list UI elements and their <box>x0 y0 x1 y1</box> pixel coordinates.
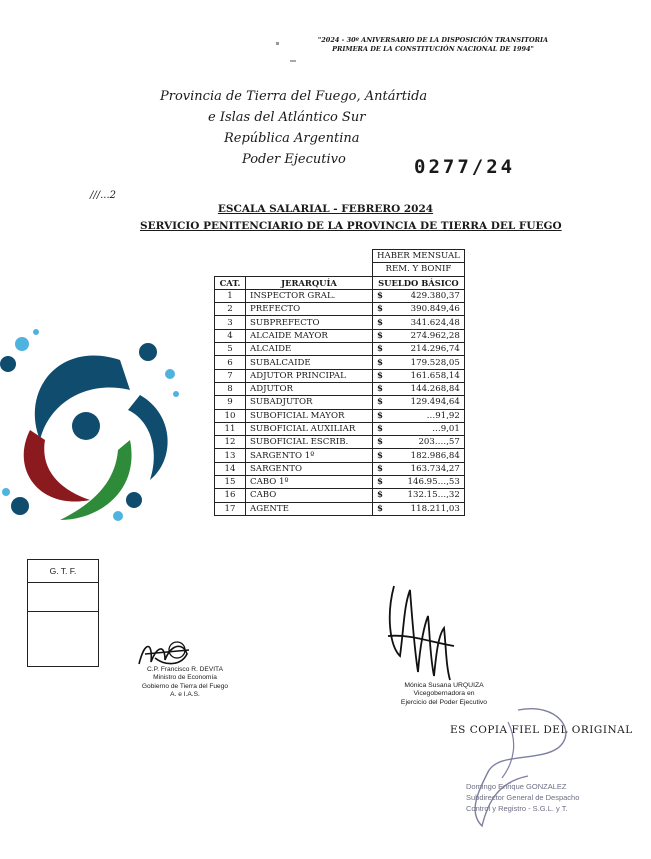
cell-jerarquia: ADJUTOR <box>246 382 373 395</box>
cell-sueldo: 146.95…,53 <box>388 476 464 489</box>
cell-currency: $ <box>373 303 389 316</box>
salary-table-body <box>215 289 465 515</box>
cell-cat: 14 <box>215 462 246 475</box>
letterhead-republic: República Argentina <box>224 131 360 146</box>
cell-jerarquia: SUBOFICIAL AUXILIAR <box>246 422 373 435</box>
header-rem-bonif: REM. Y BONIF <box>373 263 465 276</box>
cell-currency: $ <box>373 409 389 422</box>
gtf-box <box>27 559 99 667</box>
table-row <box>215 369 465 382</box>
table-header-row-1 <box>215 250 465 263</box>
table-row <box>215 436 465 449</box>
signer-role: Vicegobernadora en <box>413 690 475 698</box>
logo-dot <box>113 511 123 521</box>
cell-jerarquia: SARGENTO 1º <box>246 449 373 462</box>
cell-jerarquia: SUBPREFECTO <box>246 316 373 329</box>
cell-jerarquia: ADJUTOR PRINCIPAL <box>246 369 373 382</box>
cell-jerarquia: CABO 1º <box>246 476 373 489</box>
cell-sueldo: 161.658,14 <box>388 369 464 382</box>
certifier-role: Control y Registro - S.G.L. y T. <box>466 804 568 813</box>
logo-dot <box>173 391 179 397</box>
anniversary-motto <box>303 36 563 54</box>
cell-currency: $ <box>373 436 389 449</box>
cell-currency: $ <box>373 356 389 369</box>
signer-name: Mónica Susana URQUIZA <box>404 682 484 689</box>
column-header-jerarquia: JERARQUÍA <box>246 276 373 289</box>
table-row <box>215 356 465 369</box>
cell-sueldo: …91,92 <box>388 409 464 422</box>
document-subtitle: SERVICIO PENITENCIARIO DE LA PROVINCIA DE TIERRA DEL FUEGO <box>140 220 562 232</box>
cell-jerarquia: SUBOFICIAL MAYOR <box>246 409 373 422</box>
motto-line-1: "2024 - 30º ANIVERSARIO DE LA DISPOSICIÓN TRANSITORIA <box>317 36 549 44</box>
document-title: ESCALA SALARIAL - FEBRERO 2024 <box>217 203 434 215</box>
cell-sueldo: 182.986,84 <box>388 449 464 462</box>
tierra-del-fuego-logo-watermark <box>0 320 200 540</box>
cell-jerarquia: CABO <box>246 489 373 502</box>
table-row <box>215 329 465 342</box>
cell-currency: $ <box>373 343 389 356</box>
gtf-label: G. T. F. <box>28 560 98 583</box>
blank-header-cell <box>215 263 373 276</box>
salary-table <box>214 249 465 516</box>
cell-cat: 10 <box>215 409 246 422</box>
cell-jerarquia: ALCAIDE <box>246 343 373 356</box>
cell-cat: 9 <box>215 396 246 409</box>
table-header-row-2 <box>215 263 465 276</box>
table-row <box>215 462 465 475</box>
cell-sueldo: 132.15…,32 <box>388 489 464 502</box>
cell-currency: $ <box>373 476 389 489</box>
cell-sueldo: 214.296,74 <box>388 343 464 356</box>
letterhead-executive: Poder Ejecutivo <box>242 152 346 167</box>
cell-currency: $ <box>373 289 389 302</box>
cell-jerarquia: PREFECTO <box>246 303 373 316</box>
cell-sueldo: 129.494,64 <box>388 396 464 409</box>
logo-dot <box>165 369 175 379</box>
cell-sueldo: …9,01 <box>388 422 464 435</box>
logo-dot <box>139 343 157 361</box>
certifier-block <box>466 781 579 814</box>
cell-jerarquia: INSPECTOR GRAL. <box>246 289 373 302</box>
logo-green-arc <box>60 440 132 520</box>
cell-cat: 15 <box>215 476 246 489</box>
signer-role: Ministro de Economía <box>153 674 217 682</box>
cell-currency: $ <box>373 382 389 395</box>
cell-cat: 17 <box>215 502 246 515</box>
cell-jerarquia: SUBOFICIAL ESCRIB. <box>246 436 373 449</box>
cell-cat: 5 <box>215 343 246 356</box>
logo-center-dot <box>72 412 100 440</box>
signature-scribble-devita <box>135 636 195 670</box>
table-row <box>215 489 465 502</box>
cell-currency: $ <box>373 316 389 329</box>
cell-currency: $ <box>373 449 389 462</box>
certifier-name: Domingo Enrique GONZALEZ <box>466 782 567 791</box>
table-row <box>215 396 465 409</box>
cell-sueldo: 274.962,28 <box>388 329 464 342</box>
page-reference: ///...2 <box>90 190 117 201</box>
cell-cat: 1 <box>215 289 246 302</box>
cell-sueldo: 203.…,57 <box>388 436 464 449</box>
cell-cat: 3 <box>215 316 246 329</box>
logo-dot <box>126 492 142 508</box>
logo-dot <box>33 329 39 335</box>
column-header-cat: CAT. <box>215 276 246 289</box>
cell-cat: 12 <box>215 436 246 449</box>
table-row <box>215 382 465 395</box>
cell-currency: $ <box>373 502 389 515</box>
certified-copy-stamp: ES COPIA FIEL DEL ORIGINAL <box>450 724 633 736</box>
signer-role: Ejercicio del Poder Ejecutivo <box>400 698 488 706</box>
letterhead-islands: e Islas del Atlántico Sur <box>208 110 366 125</box>
signer-role: Gobierno de Tierra del Fuego <box>141 682 229 690</box>
cell-currency: $ <box>373 489 389 502</box>
cell-jerarquia: AGENTE <box>246 502 373 515</box>
logo-navy-arc-2 <box>128 395 168 480</box>
cell-cat: 13 <box>215 449 246 462</box>
cell-cat: 7 <box>215 369 246 382</box>
cell-sueldo: 390.849,46 <box>388 303 464 316</box>
cell-sueldo: 118.211,03 <box>388 502 464 515</box>
gtf-initial-cell <box>28 583 98 612</box>
cell-jerarquia: ALCAIDE MAYOR <box>246 329 373 342</box>
cell-cat: 11 <box>215 422 246 435</box>
letterhead-province: Provincia de Tierra del Fuego, Antártida <box>160 89 428 104</box>
logo-red-arc <box>24 430 90 502</box>
cell-jerarquia: SUBADJUTOR <box>246 396 373 409</box>
cell-jerarquia: SUBALCAIDE <box>246 356 373 369</box>
table-column-headers <box>215 276 465 289</box>
cell-cat: 2 <box>215 303 246 316</box>
logo-dot <box>0 356 16 372</box>
table-row <box>215 289 465 302</box>
cell-cat: 16 <box>215 489 246 502</box>
cell-currency: $ <box>373 329 389 342</box>
cell-sueldo: 429.380,37 <box>388 289 464 302</box>
signer-role: A. e I.A.S. <box>170 691 200 699</box>
logo-dot <box>11 497 29 515</box>
signer-name: C.P. Francisco R. DEVITA <box>147 666 223 673</box>
column-header-sueldo: SUELDO BÁSICO <box>373 276 465 289</box>
cell-sueldo: 179.528,05 <box>388 356 464 369</box>
blank-header-cell <box>215 250 373 263</box>
table-row <box>215 449 465 462</box>
document-number: 0277/24 <box>414 156 516 178</box>
logo-swirl-icon <box>0 329 179 521</box>
cell-currency: $ <box>373 396 389 409</box>
table-row <box>215 316 465 329</box>
scan-speck <box>290 60 296 62</box>
table-row <box>215 502 465 515</box>
logo-dot <box>2 488 10 496</box>
letterhead <box>160 86 427 170</box>
signature-block-devita <box>130 666 240 700</box>
header-haber-mensual: HABER MENSUAL <box>373 250 465 263</box>
signature-scribble-urquiza <box>380 576 460 682</box>
cell-cat: 8 <box>215 382 246 395</box>
logo-dot <box>15 337 29 351</box>
scan-speck <box>276 42 279 45</box>
table-row <box>215 422 465 435</box>
cell-currency: $ <box>373 422 389 435</box>
certifier-role: Subdirector General de Despacho <box>466 793 580 802</box>
cell-sueldo: 144.268,84 <box>388 382 464 395</box>
cell-currency: $ <box>373 369 389 382</box>
cell-currency: $ <box>373 462 389 475</box>
cell-jerarquia: SARGENTO <box>246 462 373 475</box>
cell-sueldo: 341.624,48 <box>388 316 464 329</box>
table-row <box>215 343 465 356</box>
cell-cat: 4 <box>215 329 246 342</box>
motto-line-2: PRIMERA DE LA CONSTITUCIÓN NACIONAL DE 1994" <box>332 45 534 53</box>
cell-sueldo: 163.734,27 <box>388 462 464 475</box>
table-row <box>215 409 465 422</box>
table-row <box>215 476 465 489</box>
cell-cat: 6 <box>215 356 246 369</box>
table-row <box>215 303 465 316</box>
